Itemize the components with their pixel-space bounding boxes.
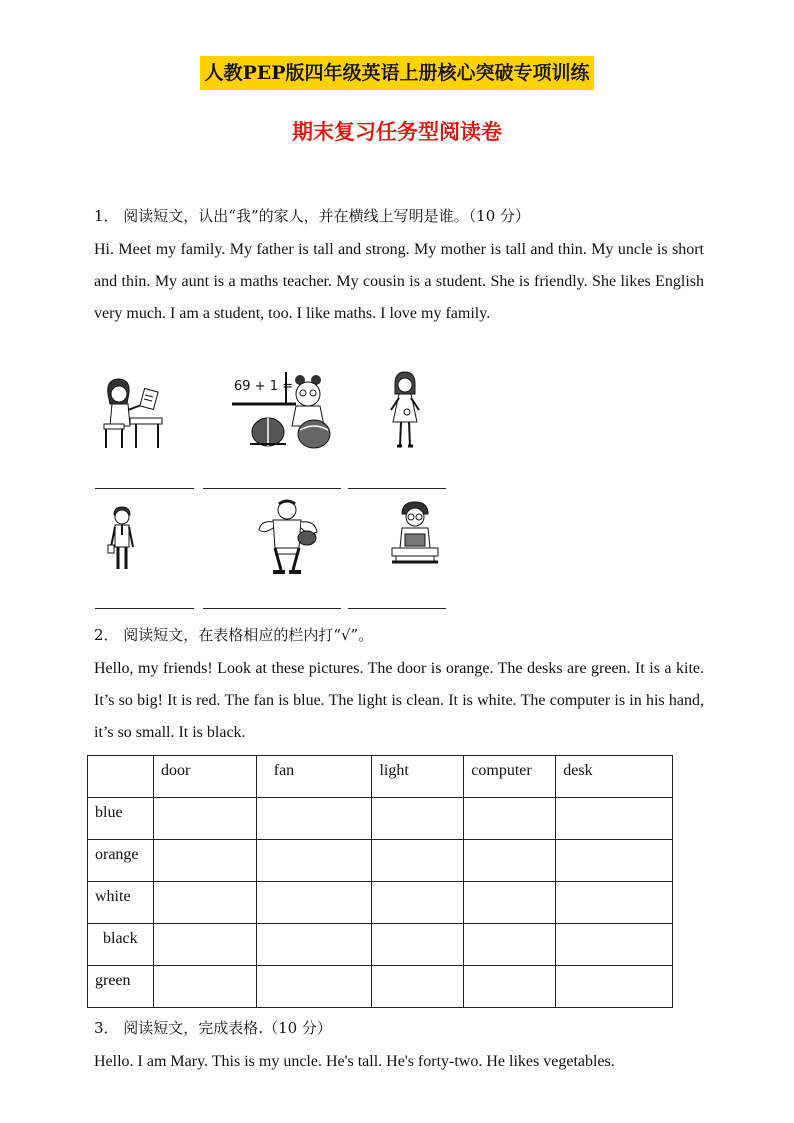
table-header-cell: fan [256,756,372,798]
answer-cell[interactable] [153,840,256,882]
document-title: 人教PEP版四年级英语上册核心突破专项训练 [200,56,593,90]
answer-cell[interactable] [372,882,464,924]
answer-cell[interactable] [153,924,256,966]
answer-blank-5[interactable] [203,608,341,609]
boy-reading-at-desk-picture [388,500,442,574]
question-3-heading: 3． 阅读短文，完成表格.（10 分） [94,1019,332,1037]
question-1-passage: Hi. Meet my family. My father is tall and strong. My mother is tall and thin. My uncle is short and thin. My aunt is a maths teacher. My cousin is a student. She is friendly. She likes English very much. I am a student, too. I like maths. I love my family. [94,241,704,322]
answer-cell[interactable] [153,966,256,1008]
table-header-cell [88,756,154,798]
answer-cell[interactable] [464,882,556,924]
answer-cell[interactable] [372,924,464,966]
table-row [88,882,673,924]
table-row [88,966,673,1008]
table-row [88,924,673,966]
answer-blank-6[interactable] [348,608,446,609]
answer-cell[interactable] [256,882,372,924]
answer-cell[interactable] [372,840,464,882]
question-2-passage: Hello, my friends! Look at these pictures. The door is orange. The desks are green. It is a kite. It’s so big! It is red. The fan is blue. The light is clean. It is white. The computer is in his hand, it’s so small. It is black. [94,660,704,741]
answer-cell[interactable] [464,840,556,882]
document-subtitle: 期末复习任务型阅读卷 [292,120,502,144]
answer-cell[interactable] [556,924,673,966]
answer-cell[interactable] [556,882,673,924]
table-row [88,840,673,882]
answer-cell[interactable] [464,798,556,840]
table-header-cell: door [153,756,256,798]
answer-cell[interactable] [153,798,256,840]
question-1-heading: 1． 阅读短文，认出“我”的家人，并在横线上写明是谁。（10 分） [94,207,531,225]
answer-blank-1[interactable] [95,488,194,489]
answer-blank-4[interactable] [95,608,194,609]
board-text: 69 + 1 = [234,379,293,394]
table-header-cell: light [372,756,464,798]
answer-blank-2[interactable] [203,488,341,489]
row-label: blue [88,798,154,840]
row-label: green [88,966,154,1008]
answer-cell[interactable] [464,924,556,966]
maths-teacher-and-students-picture [230,370,340,452]
table-row [88,798,673,840]
answer-cell[interactable] [372,966,464,1008]
answer-cell[interactable] [256,798,372,840]
answer-cell[interactable] [372,798,464,840]
girl-studying-at-desk-picture [100,374,170,450]
answer-cell[interactable] [256,924,372,966]
answer-cell[interactable] [556,966,673,1008]
answer-cell[interactable] [556,840,673,882]
row-label: orange [88,840,154,882]
strong-man-picture [255,498,321,576]
table-header-cell: desk [556,756,673,798]
row-label: black [88,924,154,966]
question-3-passage: Hello. I am Mary. This is my uncle. He's tall. He's forty-two. He likes vegetables. [94,1053,615,1070]
boy-standing-picture [106,505,138,573]
answer-blank-3[interactable] [348,488,446,489]
question-2-heading: 2． 阅读短文，在表格相应的栏内打“√”。 [94,626,374,644]
girl-standing-picture [385,370,425,452]
answer-cell[interactable] [256,840,372,882]
table-header-cell: computer [464,756,556,798]
answer-cell[interactable] [464,966,556,1008]
answer-cell[interactable] [256,966,372,1008]
answer-cell[interactable] [556,798,673,840]
table-header-row [88,756,673,798]
document-title-bar [0,56,794,90]
colour-table [87,755,673,1008]
row-label: white [88,882,154,924]
answer-cell[interactable] [153,882,256,924]
